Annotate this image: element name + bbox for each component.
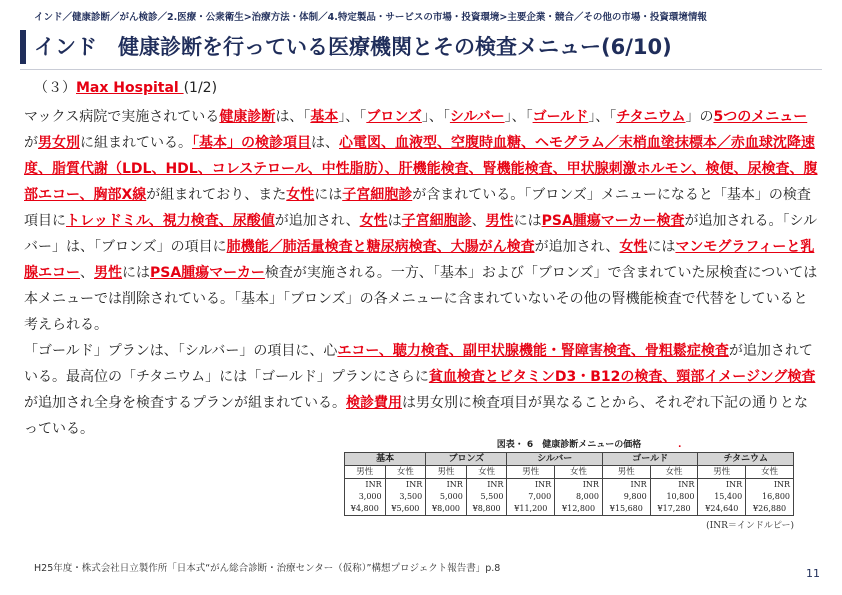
text-run: 」の xyxy=(685,109,714,125)
breadcrumb: インド／健康診断／がん検診／2.医療・公衆衛生>治療方法・体制／4.特定製品・サービスの市場・投資環境>主要企業・競合／その他の市場・投資環境情報 xyxy=(34,12,707,23)
yen-price: ¥15,680 xyxy=(602,503,650,516)
text-run: マックス病院で実施されている xyxy=(24,109,220,125)
currency-unit: INR xyxy=(385,479,426,492)
sex-header: 女性 xyxy=(385,466,426,479)
table-note: (INR＝インドルピー) xyxy=(706,521,794,531)
sex-header: 女性 xyxy=(466,466,507,479)
title-accent-bar xyxy=(20,30,26,64)
text-run: 、 xyxy=(80,265,94,281)
highlighted-term: チタニウム xyxy=(616,109,686,125)
sex-header: 女性 xyxy=(746,466,794,479)
text-run: には xyxy=(647,239,676,255)
inr-price: 16,800 xyxy=(746,491,794,503)
price-table-figure xyxy=(344,438,794,531)
inr-price: 5,000 xyxy=(426,491,467,503)
title-divider xyxy=(20,69,822,70)
yen-price: ¥11,200 xyxy=(507,503,555,516)
table-caption-text: 図表・ 6 健康診断メニューの価格 xyxy=(496,440,642,450)
text-run: 」、「 xyxy=(421,109,450,125)
plan-header: 基本 xyxy=(345,453,426,466)
highlighted-term: エコー、聴力検査、副甲状腺機能・腎障害検査、骨粗鬆症検査 xyxy=(337,343,729,359)
section-number: （３） xyxy=(34,80,76,96)
sex-header-row xyxy=(345,466,794,479)
text-run: には xyxy=(513,213,542,229)
highlighted-term: 肺機能／肺活量検査と糖尿病検査、大腸がん検査 xyxy=(226,239,535,255)
text-run: が追加され、 xyxy=(274,213,360,229)
text-run: には xyxy=(314,187,343,203)
inr-price: 3,000 xyxy=(345,491,386,503)
highlighted-term: PSA腫瘍マーカー xyxy=(150,265,265,281)
highlighted-term: トレッドミル、視力検査、尿酸値 xyxy=(66,213,275,229)
text-run: 、 xyxy=(471,213,486,229)
currency-unit: INR xyxy=(746,479,794,492)
sex-header: 男性 xyxy=(602,466,650,479)
max-hospital-link[interactable]: Max Hospital xyxy=(76,80,184,96)
paragraph-1 xyxy=(24,104,820,338)
highlighted-term: 基本 xyxy=(310,109,339,125)
highlighted-term: 男性 xyxy=(94,265,122,281)
yen-price: ¥8,800 xyxy=(466,503,507,516)
section-part: (1/2) xyxy=(183,80,218,96)
text-run: が追加され全身を検査するプランが組まれている。 xyxy=(24,395,346,411)
plan-header: シルバー xyxy=(507,453,603,466)
text-run: が追加され、 xyxy=(534,239,620,255)
inr-price: 5,500 xyxy=(466,491,507,503)
highlighted-term: 子宮細胞診 xyxy=(401,213,472,229)
highlighted-term: マンモグラフィーと乳腺エコー xyxy=(24,239,815,281)
plan-header: チタニウム xyxy=(698,453,794,466)
highlighted-term: 心電図、血液型、空腹時血糖、ヘモグラム／末梢血塗抹標本／赤血球沈降速度、脂質代謝（LDL、HDL、コレステロール、中性脂肪）、肝機能検査、腎機能検査、甲状腺刺激ホルモン、検便、尿検査、腹部エコー、胸部X線 xyxy=(24,135,818,203)
sex-header: 男性 xyxy=(698,466,746,479)
sex-header: 男性 xyxy=(345,466,386,479)
price-table xyxy=(344,452,794,516)
highlighted-term: 男女別 xyxy=(38,135,80,151)
currency-unit: INR xyxy=(466,479,507,492)
text-run: が組まれており、また xyxy=(146,187,287,203)
highlighted-term: 健康診断 xyxy=(219,109,276,125)
text-run: 「ゴールド」プランは、「シルバー」の項目に、心 xyxy=(24,343,338,359)
page-title: インド 健康診断を行っている医療機関とその検査メニュー(6/10) xyxy=(34,35,672,59)
sex-header: 女性 xyxy=(555,466,603,479)
highlighted-term: シルバー xyxy=(449,109,505,125)
inr-price: 15,400 xyxy=(698,491,746,503)
page-number: 11 xyxy=(806,567,820,580)
plan-header: ゴールド xyxy=(602,453,698,466)
inr-price-row xyxy=(345,491,794,503)
table-caption xyxy=(344,438,794,452)
sex-header: 男性 xyxy=(426,466,467,479)
text-run: は、「 xyxy=(275,109,311,125)
inr-price: 3,500 xyxy=(385,491,426,503)
yen-price: ¥8,000 xyxy=(426,503,467,516)
text-run: 検査が実施される。一方、「基本」および「ブロンズ」で含まれていた尿検査については本メニューでは削除されている。「基本」「ブロンズ」の各メニューに含まれていないその他の腎機能検査で代替をしていると考えられる。 xyxy=(24,265,818,333)
section-heading xyxy=(34,77,217,97)
currency-unit: INR xyxy=(698,479,746,492)
text-run: 」、「 xyxy=(504,109,533,125)
text-run: は xyxy=(387,213,402,229)
currency-unit: INR xyxy=(602,479,650,492)
sex-header: 女性 xyxy=(650,466,698,479)
plan-header: ブロンズ xyxy=(426,453,507,466)
highlighted-term: 「基本」の検診項目 xyxy=(192,135,311,151)
inr-price: 9,800 xyxy=(602,491,650,503)
highlighted-term: 検診費用 xyxy=(346,395,402,411)
highlighted-term: 5つのメニュー xyxy=(713,109,808,125)
text-run: 」、「 xyxy=(338,109,367,125)
currency-unit: INR xyxy=(555,479,603,492)
text-run: が追加されている。最高位の「チタニウム」には「ゴールド」プランにさらに xyxy=(24,343,813,385)
sex-header: 男性 xyxy=(507,466,555,479)
yen-price: ¥26,880 xyxy=(746,503,794,516)
yen-price-row xyxy=(345,503,794,516)
source-footnote: H25年度・株式会社日立製作所「日本式“がん総合診断・治療センター（仮称）”構想プロジェクト報告書」p.8 xyxy=(34,563,501,574)
yen-price: ¥5,600 xyxy=(385,503,426,516)
currency-unit: INR xyxy=(345,479,386,492)
caption-mark: . xyxy=(678,440,682,450)
highlighted-term: 女性 xyxy=(359,213,388,229)
yen-price: ¥12,800 xyxy=(555,503,603,516)
plan-header-row xyxy=(345,453,794,466)
inr-price: 10,800 xyxy=(650,491,698,503)
text-run: が追加される。「シルバー」は、「ブロンズ」の項目に xyxy=(24,213,818,255)
text-run: 」、「 xyxy=(588,109,617,125)
yen-price: ¥17,280 xyxy=(650,503,698,516)
text-run: は男女別に検査項目が異なることから、それぞれ下記の通りとなっている。 xyxy=(24,395,808,437)
body-text xyxy=(24,104,820,442)
currency-unit: INR xyxy=(507,479,555,492)
highlighted-term: 女性 xyxy=(619,239,648,255)
yen-price: ¥24,640 xyxy=(698,503,746,516)
text-run: に組まれている。 xyxy=(80,135,192,151)
highlighted-term: ブロンズ xyxy=(366,109,422,125)
text-run: が含まれている。「ブロンズ」メニューになると「基本」の検査項目に xyxy=(24,187,811,229)
inr-price: 7,000 xyxy=(507,491,555,503)
highlighted-term: PSA腫瘍マーカー検査 xyxy=(541,213,685,229)
highlighted-term: 子宮細胞診 xyxy=(342,187,413,203)
currency-unit: INR xyxy=(650,479,698,492)
highlighted-term: 貧血検査とビタミンD3・B12の検査、頸部イメージング検査 xyxy=(428,369,816,385)
highlighted-term: 男性 xyxy=(485,213,514,229)
text-run: には xyxy=(122,265,150,281)
text-run: が xyxy=(24,135,38,151)
highlighted-term: 女性 xyxy=(286,187,315,203)
highlighted-term: ゴールド xyxy=(532,109,589,125)
yen-price: ¥4,800 xyxy=(345,503,386,516)
text-run: は、 xyxy=(311,135,339,151)
unit-row xyxy=(345,479,794,492)
currency-unit: INR xyxy=(426,479,467,492)
inr-price: 8,000 xyxy=(555,491,603,503)
paragraph-2 xyxy=(24,338,820,442)
